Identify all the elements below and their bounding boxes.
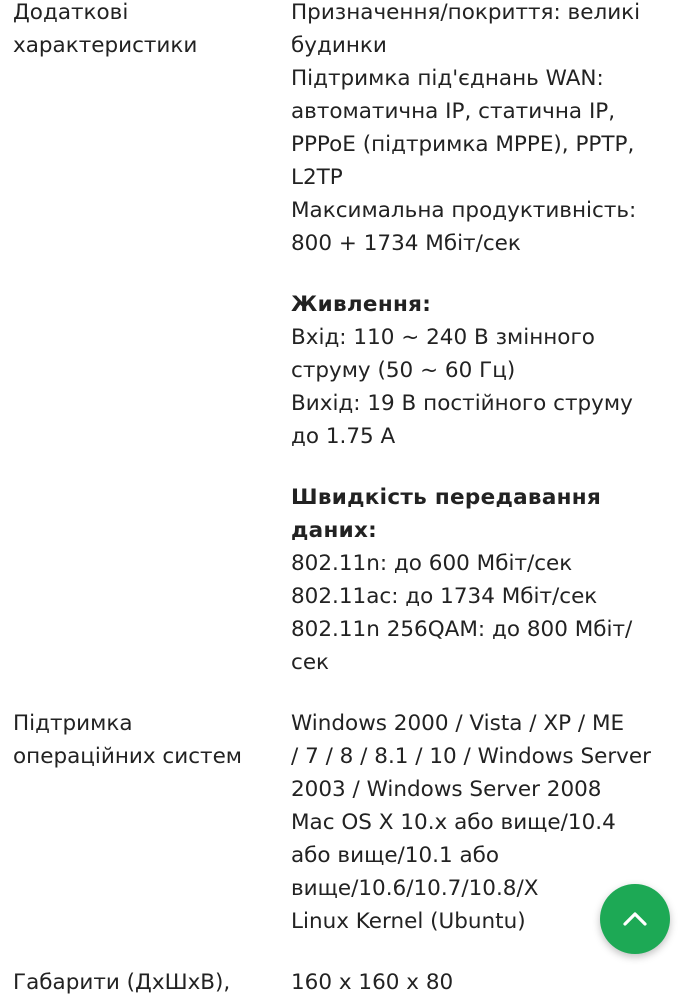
chevron-up-icon (622, 911, 648, 927)
spec-value-line: / 7 / 8 / 8.1 / 10 / Windows Server (291, 744, 651, 769)
spec-value-line: струму (50 ~ 60 Гц) (291, 358, 516, 383)
spec-label-line: Підтримка (13, 711, 133, 736)
spec-value-line: будинки (291, 33, 387, 58)
spec-value-line: до 1.75 А (291, 424, 396, 449)
spec-value-line: Призначення/покриття: великі (291, 0, 641, 25)
spec-value-line: Вихід: 19 В постійного струму (291, 391, 633, 416)
spec-value-line: Linux Kernel (Ubuntu) (291, 909, 526, 934)
spec-value-line: вище/10.6/10.7/10.8/X (291, 876, 539, 901)
spec-value-line: Підтримка під'єднань WAN: (291, 66, 604, 91)
spec-group-dimensions (291, 966, 674, 999)
spec-value-line: або вище/10.1 або (291, 843, 500, 868)
spec-label (0, 707, 291, 938)
spec-value-line: 802.11n: до 600 Мбіт/сек (291, 551, 573, 576)
spec-row-dimensions (0, 966, 684, 999)
spec-value-line: Mac OS X 10.x або вище/10.4 (291, 810, 616, 835)
spec-value-line: 800 + 1734 Мбіт/сек (291, 231, 521, 256)
spec-value-line: Вхід: 110 ~ 240 В змінного (291, 325, 595, 350)
spec-group-heading: Живлення: (291, 292, 432, 317)
spec-value-line: Windows 2000 / Vista / XP / ME (291, 711, 625, 736)
spec-label-line: операційних систем (13, 744, 243, 769)
spec-value-line: 160 x 160 x 80 (291, 970, 454, 995)
spec-group-heading: Швидкість передавання (291, 485, 602, 510)
spec-value-line: 802.11n 256QAM: до 800 Мбіт/ (291, 617, 633, 642)
spec-value (291, 966, 684, 999)
spec-row-os-support (0, 707, 684, 938)
spec-group-data-rate (291, 481, 674, 679)
spec-value-line: L2TP (291, 165, 343, 190)
spec-value-line: 2003 / Windows Server 2008 (291, 777, 602, 802)
spec-label-line: характеристики (13, 33, 198, 58)
spec-value-line: 802.11ac: до 1734 Мбіт/сек (291, 584, 598, 609)
spec-group-power (291, 288, 674, 453)
spec-value-line: Максимальна продуктивність: (291, 198, 637, 223)
spec-value-line: сек (291, 650, 330, 675)
spec-label-line: Додаткові (13, 0, 129, 25)
scroll-to-top-button[interactable] (600, 884, 670, 954)
spec-group-general (291, 0, 674, 260)
spec-label (0, 0, 291, 679)
spec-value-line: автоматична IP, статична IP, (291, 99, 616, 124)
spec-group-heading: даних: (291, 518, 378, 543)
spec-label-line: Габарити (ДхШхВ), (13, 970, 231, 995)
spec-label (0, 966, 291, 999)
spec-value (291, 0, 684, 679)
spec-value-line: PPPoE (підтримка MPPE), PPTP, (291, 132, 635, 157)
